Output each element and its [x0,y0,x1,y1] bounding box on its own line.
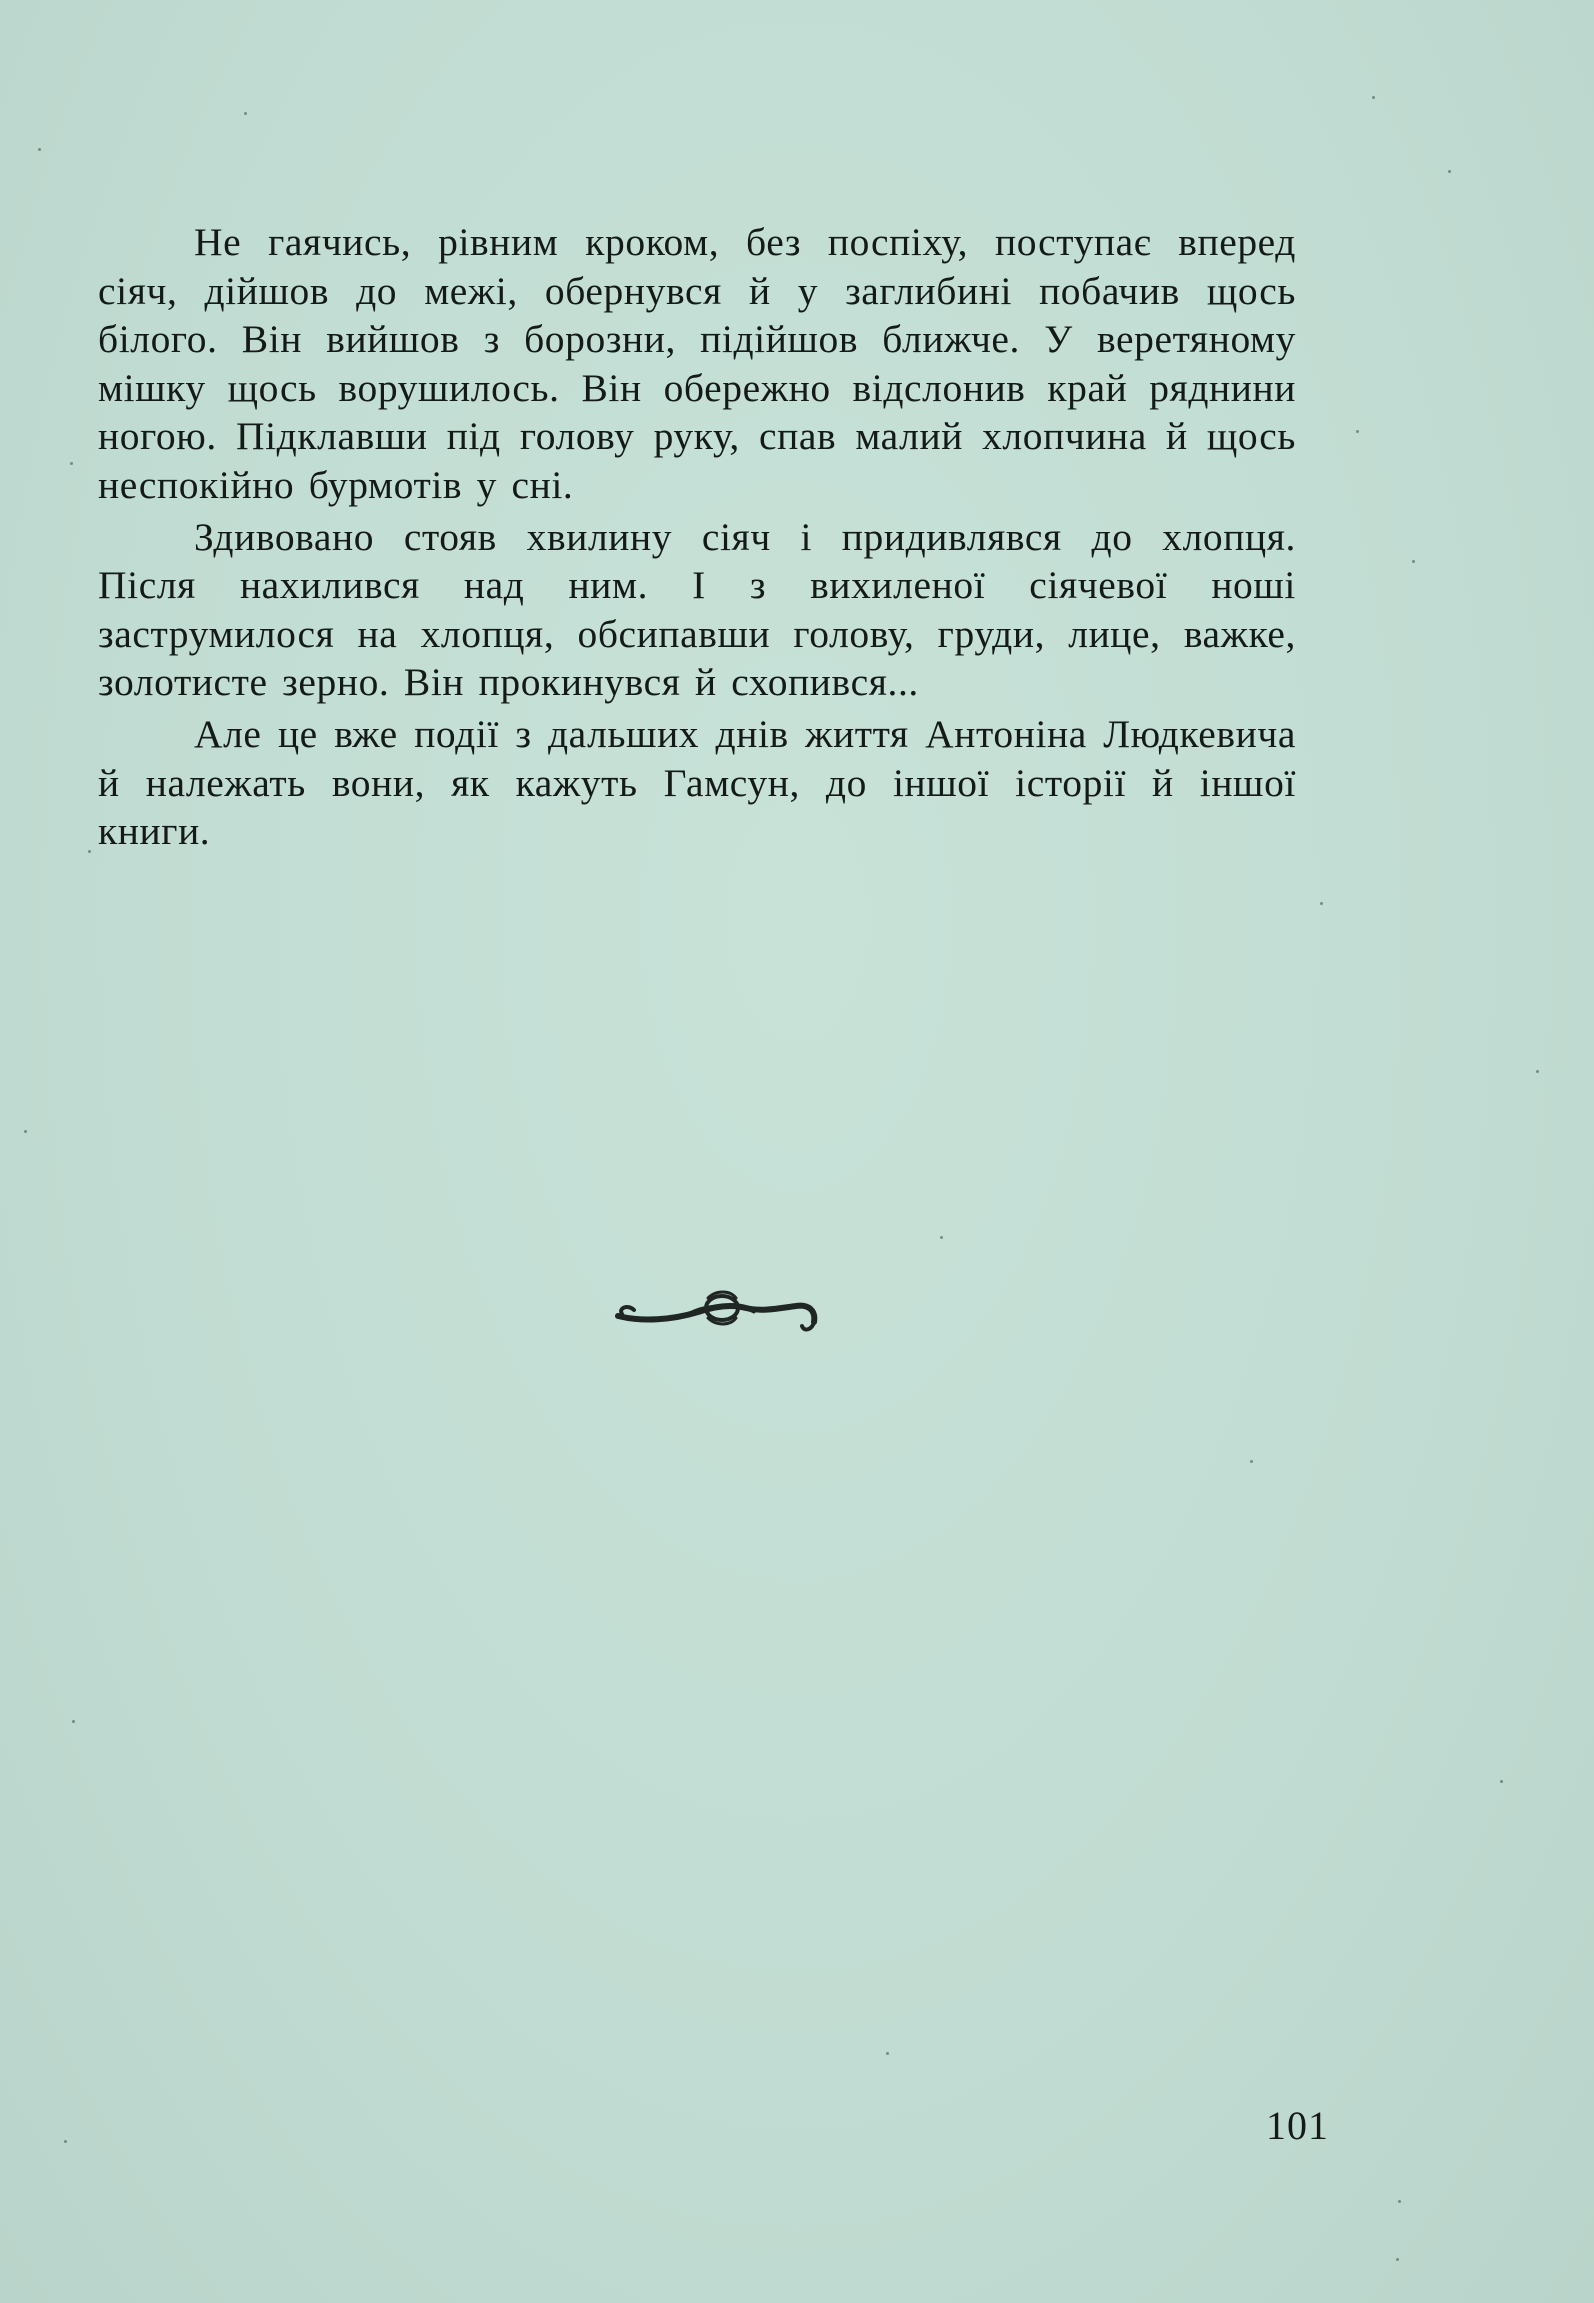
paper-speck [72,1720,75,1723]
paper-speck [64,2140,67,2143]
paper-speck [1396,2258,1399,2261]
paper-speck [38,148,41,151]
paragraph: Але це вже події з дальших днів життя Антоніна Людкевича й належать вони, як кажуть Гамсун, до іншої історії й іншої книги. [98,711,1296,854]
body-text [98,218,1296,856]
paragraph: Не гаячись, рівним кроком, без поспіху, поступає вперед сіяч, дійшов до межі, обернувся й у заглибині побачив щось білого. Він вийшов з борозни, підійшов ближче. У веретяному мішку щось ворушилось. Він обережно відслонив край ряднини ногою. Підклавши під голову руку, спав малий хлопчина й щось неспокійно бурмотів у сні. [98,220,1296,507]
paper-speck [1500,1780,1503,1783]
paper-speck [244,112,247,115]
paper-speck [886,2052,889,2055]
page-number: 101 [1266,2103,1329,2148]
paper-speck [24,1130,27,1133]
paper-speck [1320,902,1323,905]
paragraph: Здивовано стояв хвилину сіяч і придивлявся до хлопця. Після нахилився над ним. І з вихиленої сіячевої ноші заструмилося на хлопця, обсипавши голову, груди, лице, важке, золотисте зерно. Він прокинувся й схопився... [98,514,1296,705]
paper-speck [940,1236,943,1239]
paper-speck [1372,96,1375,99]
paper-speck [1250,1460,1253,1463]
paper-speck [1448,170,1451,173]
paper-speck [70,462,73,465]
paper-speck [1356,430,1359,433]
paper-speck [1536,1070,1539,1073]
paper-speck [1398,2200,1401,2203]
flourish-ornament-icon [612,1282,824,1340]
paper-speck [88,850,91,853]
paper-speck [1412,560,1415,563]
